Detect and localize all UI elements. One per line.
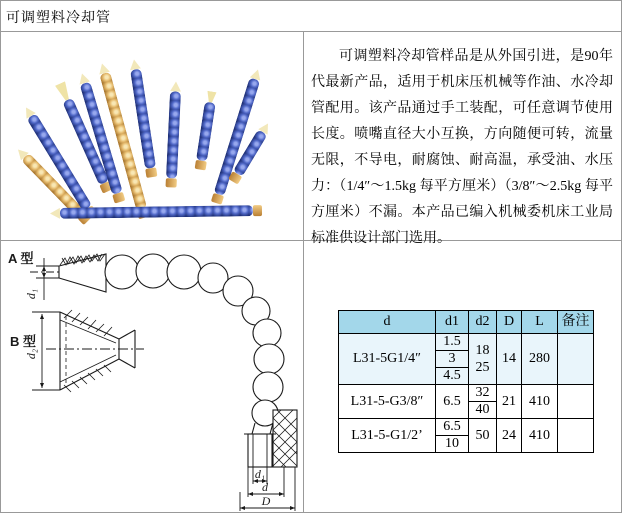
dim-d1-label: d₁ — [24, 288, 38, 300]
dim-bottom-d1-label: d₁ — [254, 467, 266, 481]
dim-bottom-D-label: D — [261, 494, 271, 508]
type-a-label: A 型 — [8, 251, 34, 266]
table-row — [339, 334, 594, 351]
pipe-tip — [50, 208, 60, 219]
note-cell — [558, 419, 594, 453]
model-cell: L31-5G1/4″ — [339, 334, 436, 385]
model-cell: L31-5-G1/2’ — [339, 419, 436, 453]
column-header-d2: d2 — [469, 311, 497, 334]
d1-cell: 3 — [436, 351, 469, 368]
column-header-D: D — [497, 311, 522, 334]
d2-value: 25 — [475, 360, 490, 375]
pipe-cap — [211, 193, 224, 205]
cooling-pipe — [166, 81, 182, 187]
table-row — [339, 419, 594, 436]
product-description: 可调塑料冷却管样品是从外国引进，是90年代最新产品，适用于机床压机械等作油、水冷却管配用。该产品通过手工装配，可任意调节使用长度。喷嘴直径大小互换，方向随便可转，流量无限，不导电，耐腐蚀、耐高温，承受油、水压力：（1/4″～1.5kg 每平方厘米）（3/8″～2.5kg 每平方厘米）不漏。本产品已编入机械委机床工业局标准供设计部门选用。 — [311, 49, 613, 246]
column-header-d1: d1 — [436, 311, 469, 334]
spec-table-header-row — [339, 311, 594, 334]
page-title: 可调塑料冷却管 — [6, 11, 111, 26]
column-header-note: 备注 — [558, 311, 594, 334]
pipe-tip — [129, 59, 141, 71]
L-cell: 410 — [522, 419, 558, 453]
pipe-body — [166, 91, 181, 178]
d1-cell: 6.5 — [436, 419, 469, 436]
d2-value: 18 — [475, 343, 490, 358]
d1-cell: 1.5 — [436, 334, 469, 351]
pipe-body — [60, 205, 253, 219]
d2-cell: 32 — [469, 385, 497, 402]
drawing-panel — [2, 242, 302, 512]
D-cell: 21 — [497, 385, 522, 419]
cooling-pipe — [50, 205, 262, 219]
d2-cell: 50 — [469, 419, 497, 453]
note-cell — [558, 385, 594, 419]
pipe-cap — [166, 178, 177, 188]
D-cell: 24 — [497, 419, 522, 453]
D-cell: 14 — [497, 334, 522, 385]
pipe-cap — [195, 160, 207, 171]
pipe-body — [196, 102, 216, 162]
cooling-pipe — [195, 91, 218, 171]
technical-drawing — [2, 242, 302, 512]
product-photo — [2, 32, 302, 239]
pipe-body — [130, 69, 156, 170]
L-cell: 410 — [522, 385, 558, 419]
pipe-cap — [253, 205, 262, 216]
note-cell — [558, 334, 594, 385]
d1-cell: 6.5 — [436, 385, 469, 419]
spec-table-panel — [304, 241, 622, 512]
d1-cell: 4.5 — [436, 368, 469, 385]
column-header-d: d — [339, 311, 436, 334]
L-cell: 280 — [522, 334, 558, 385]
pipe-cap — [112, 192, 125, 204]
column-header-L: L — [522, 311, 558, 334]
d2-cell — [469, 334, 497, 385]
dim-bottom-d-label: d — [262, 480, 268, 494]
spec-table — [338, 310, 594, 453]
pipe-tip — [170, 81, 181, 92]
model-cell: L31-5-G3/8″ — [339, 385, 436, 419]
d1-cell: 10 — [436, 436, 469, 453]
dim-d2-label: d₂ — [24, 348, 38, 360]
table-row — [339, 385, 594, 402]
d2-cell: 40 — [469, 402, 497, 419]
type-b-label: B 型 — [10, 334, 37, 349]
pipe-cap — [145, 167, 157, 178]
